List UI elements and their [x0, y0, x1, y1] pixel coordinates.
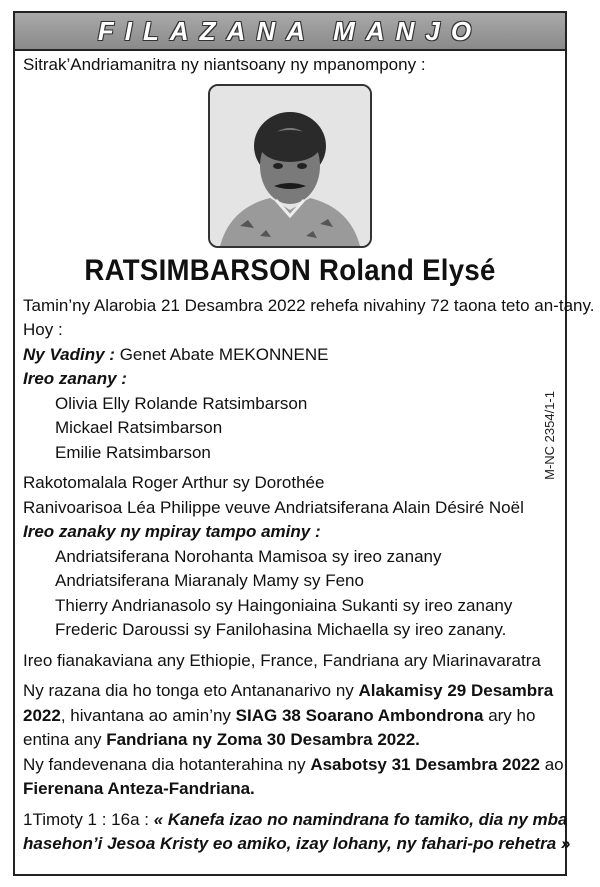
spouse-label: Ny Vadiny : — [23, 344, 115, 364]
funeral-line-4 — [23, 753, 564, 778]
spouse-line — [23, 343, 557, 368]
verse-line-2: hasehon’i Jesoa Kristy eo amiko, izay lohany, ny fahari-po rehetra » — [23, 834, 571, 853]
child-item: Mickael Ratsimbarson — [55, 418, 223, 437]
child-item: Emilie Ratsimbarson — [55, 442, 211, 462]
notice-content — [23, 53, 595, 857]
funeral-text: Ny razana dia ho tonga eto Antananarivo ny — [23, 681, 359, 700]
burial-place: Fierenana Anteza-Fandriana. — [23, 779, 255, 798]
funeral-date-arrival: Alakamisy 29 Desambra — [358, 681, 554, 700]
funeral-year: 2022 — [23, 705, 61, 725]
verse-text: « Kanefa izao no namindrana fo tamiko, dia ny mba — [153, 809, 568, 829]
funeral-text: entina any — [23, 730, 107, 749]
relative-item: Ranivoarisoa Léa Philippe veuve Andriatsiferana Alain Désiré Noël — [23, 497, 524, 517]
burial-date: Asabotsy 31 Desambra 2022 — [310, 754, 540, 774]
funeral-text: ary ho — [483, 705, 536, 725]
nephew-item: Andriatsiferana Miaranaly Mamy sy Feno — [55, 571, 364, 590]
notice-frame — [13, 11, 595, 876]
funeral-transfer-date: Fandriana ny Zoma 30 Desambra 2022. — [106, 730, 420, 749]
funeral-text: , hivantana ao amin’ny — [60, 705, 236, 725]
nephew-item: Andriatsiferana Norohanta Mamisoa sy ireo zanany — [55, 546, 442, 566]
deceased-name: RATSIMBARSON Roland Elysé — [84, 253, 496, 287]
notice-title: FILAZANA MANJO — [97, 15, 483, 46]
nephews-label: Ireo zanaky ny mpiray tampo aminy : — [23, 522, 321, 541]
funeral-text: Ny fandevenana dia hotanterahina ny — [23, 754, 311, 774]
side-reference: M-NC 2354/1-1 — [542, 391, 557, 480]
nephew-item: Frederic Daroussi sy Fanilohasina Michaella sy ireo zanany. — [55, 620, 507, 639]
children-label: Ireo zanany : — [23, 369, 127, 388]
intro-text: Sitrak’Andriamanitra ny niantsoany ny mpanompony : — [23, 55, 426, 74]
funeral-text: ao — [539, 754, 564, 774]
child-item: Olivia Elly Rolande Ratsimbarson — [55, 393, 308, 413]
verse-line-1 — [23, 808, 568, 833]
funeral-line-2 — [23, 704, 557, 729]
funeral-venue: SIAG 38 Soarano Ambondrona — [235, 705, 484, 725]
relative-item: Rakotomalala Roger Arthur sy Dorothée — [23, 473, 325, 492]
death-notice: Tamin’ny Alarobia 21 Desambra 2022 rehefa nivahiny 72 taona teto an-tany. — [23, 295, 595, 315]
portrait-container — [23, 84, 557, 248]
nephew-item: Thierry Andrianasolo sy Haingoniaina Sukanti sy ireo zanany — [55, 595, 513, 615]
funeral-line-1 — [23, 679, 557, 704]
funeral-line-3 — [23, 728, 557, 753]
spouse-name: Genet Abate MEKONNENE — [119, 344, 329, 364]
families-text: Ireo fianakaviana any Ethiopie, France, Fandriana ary Miarinavaratra — [23, 650, 541, 670]
verse-reference: 1Timoty 1 : 16a : — [23, 809, 154, 829]
hoy-label: Hoy : — [23, 320, 63, 339]
notice-header — [15, 13, 565, 51]
portrait-photo — [208, 84, 372, 248]
